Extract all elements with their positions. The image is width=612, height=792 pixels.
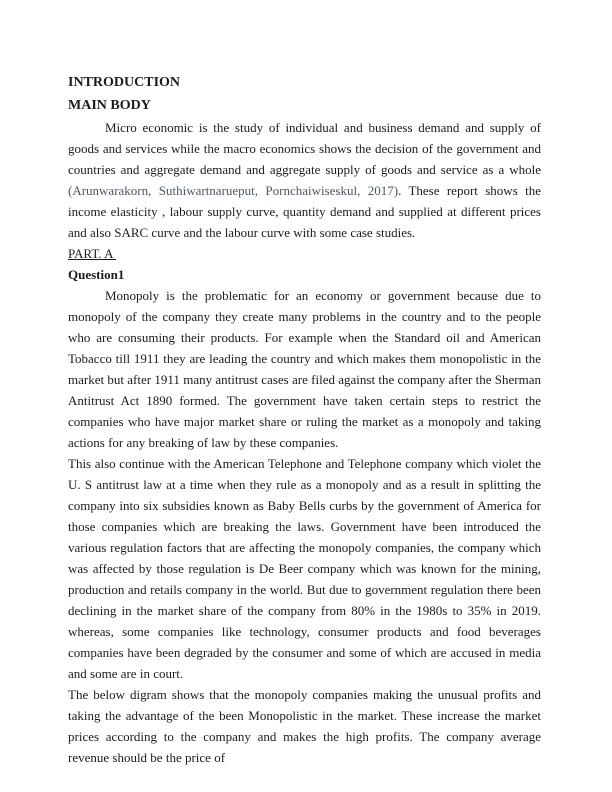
part-a-heading: PART. A (68, 246, 116, 261)
diagram-intro-paragraph: The below digram shows that the monopoly companies making the unusual profits and taking the advantage of the been Monopolistic in the market. These increase the market prices according to the company and makes the high profits. The company average revenue should be the price of (68, 687, 541, 765)
part-a-heading-row (68, 243, 541, 264)
heading-main-body: MAIN BODY (68, 98, 151, 113)
document-content (68, 71, 541, 768)
citation-arunwarakorn: (Arunwarakorn, Suthiwartnarueput, Pornchaiwiseskul, 2017) (68, 183, 399, 198)
antitrust-regulation-paragraph: This also continue with the American Telephone and Telephone company which violet the U. S antitrust law at a time when they rule as a monopoly and as a result in splitting the company into six subsidies known as Baby Bells curbs by the government of America for those companies which are breaking the laws. Government have been introduced the various regulation factors that are affecting the monopoly companies, the company which was affected by those regulation is De Beer company which was known for the mining, production and retails company in the world. But due to government regulation there been declining in the market share of the company from 80% in the 1980s to 35% in 2019. whereas, some companies like technology, consumer products and food beverages companies have been degraded by the consumer and some of which are accused in media and some are in court. (68, 456, 541, 681)
heading-introduction: INTRODUCTION (68, 75, 181, 90)
intro-paragraph (68, 117, 541, 243)
intro-text-before-citation: Micro economic is the study of individual and business demand and supply of goods and services while the macro economics shows the decision of the government and countries and aggregate demand and aggregate supply of goods and service as a whole (68, 120, 541, 177)
monopoly-paragraph: Monopoly is the problematic for an economy or government because due to monopoly of the company they create many problems in the country and to the people who are consuming their products. For example when the Standard oil and American Tobacco till 1911 they are leading the country and which makes them monopolistic in the market but after 1911 many antitrust cases are filed against the company after the Sherman Antitrust Act 1890 formed. The government have taken certain steps to restrict the companies who have major market share or ruling the market as a monopoly and taking actions for any breaking of law by these companies. (68, 288, 541, 450)
intro-text-after-citation: . These report shows the income elasticity , labour supply curve, quantity demand and supplied at different prices and also SARC curve and the labour curve with some case studies. (68, 183, 542, 240)
question1-heading: Question1 (68, 267, 125, 282)
